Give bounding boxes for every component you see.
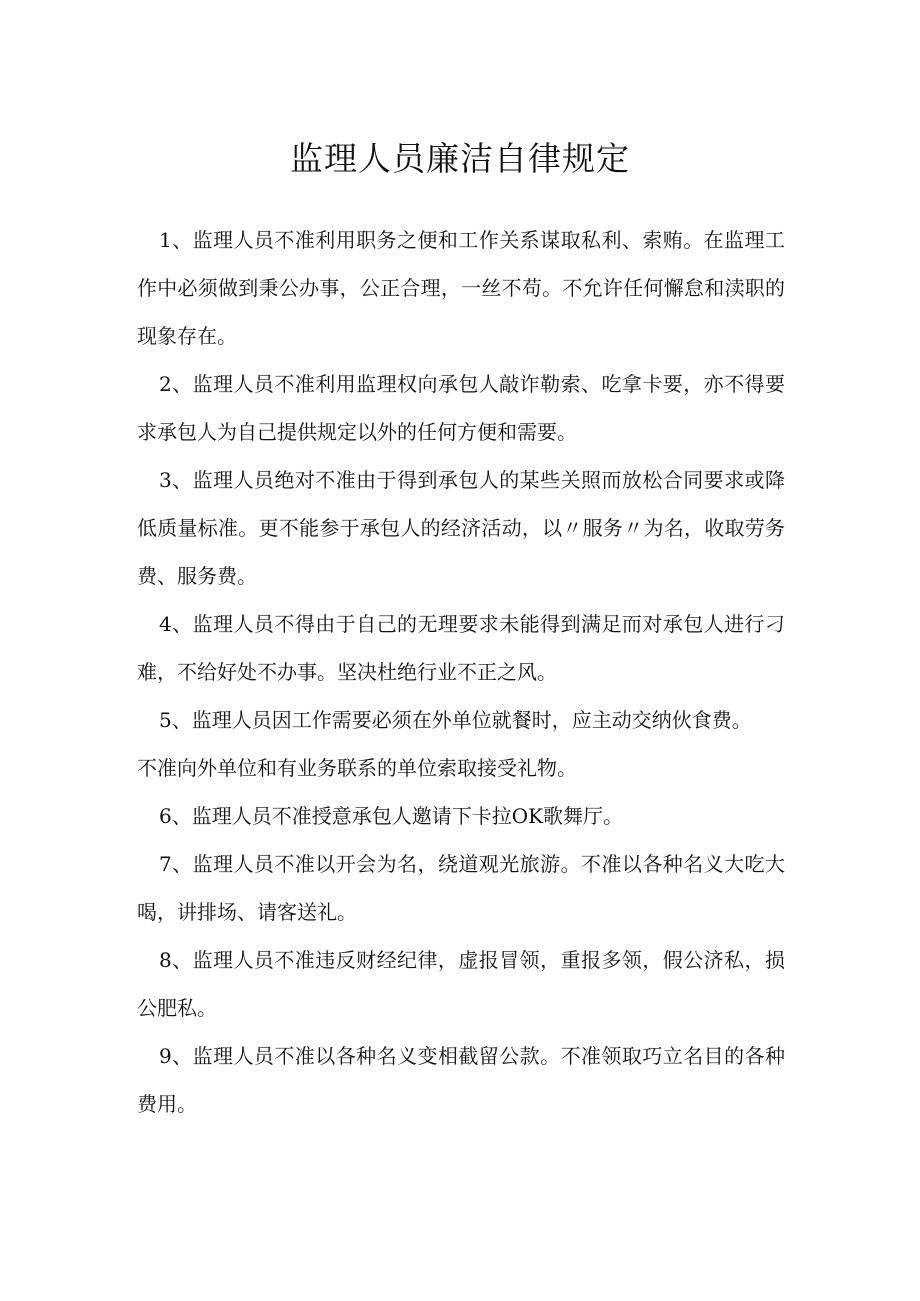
paragraph-1: 1、监理人员不准利用职务之便和工作关系谋取私利、索贿。在监理工作中必须做到秉公办事，公正合理，一丝不苟。不允许任何懈怠和渎职的现象存在。 [137, 228, 785, 348]
paragraph-9: 9、监理人员不准以各种名义变相截留公款。不准领取巧立名目的各种费用。 [137, 1044, 785, 1116]
page-title: 监理人员廉洁自律规定 [290, 139, 630, 178]
document-body [137, 216, 785, 1128]
paragraph-6: 6、监理人员不准授意承包人邀请下卡拉OK歌舞厅。 [159, 804, 624, 828]
paragraph-7: 7、监理人员不准以开会为名，绕道观光旅游。不准以各种名义大吃大喝，讲排场、请客送礼。 [137, 852, 785, 924]
paragraph-3: 3、监理人员绝对不准由于得到承包人的某些关照而放松合同要求或降低质量标准。更不能参于承包人的经济活动，以〃服务〃为名，收取劳务费、服务费。 [137, 468, 785, 588]
paragraph-8: 8、监理人员不准违反财经纪律，虚报冒领，重报多领，假公济私，损公肥私。 [137, 948, 785, 1020]
paragraph-5: 5、监理人员因工作需要必须在外单位就餐时，应主动交纳伙食费。 [159, 708, 752, 732]
paragraph-4: 4、监理人员不得由于自己的无理要求未能得到满足而对承包人进行刁难，不给好处不办事。坚决杜绝行业不正之风。 [137, 612, 785, 684]
paragraph-2: 2、监理人员不准利用监理权向承包人敲诈勒索、吃拿卡要，亦不得要求承包人为自己提供规定以外的任何方便和需要。 [137, 372, 785, 444]
paragraph-5-continuation: 不准向外单位和有业务联系的单位索取接受礼物。 [137, 756, 577, 780]
